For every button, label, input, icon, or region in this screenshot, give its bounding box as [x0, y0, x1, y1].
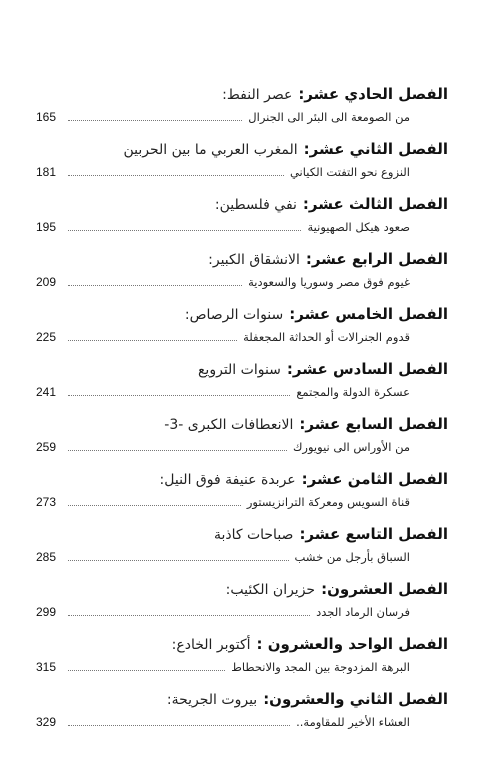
chapter-title: نفي فلسطين:: [214, 197, 297, 213]
dot-leader: [68, 394, 290, 396]
toc-subline: [36, 492, 448, 512]
toc-subline: [36, 602, 448, 622]
chapter-number: الفصل العشرون:: [321, 580, 448, 598]
toc-subline: [36, 107, 448, 127]
dot-leader: [68, 449, 287, 451]
chapter-title: صباحات كاذبة: [213, 527, 294, 543]
toc-entry-21: [36, 632, 448, 687]
toc-entry-12: [36, 137, 448, 192]
page-number: 329: [36, 715, 57, 729]
toc-heading: [36, 302, 448, 326]
toc-heading: [36, 82, 448, 106]
chapter-number: الفصل الحادي عشر:: [298, 85, 448, 103]
chapter-subtitle: من الصومعة الى البئر الى الجنرال: [248, 110, 410, 124]
dot-leader: [68, 559, 289, 561]
chapter-number: الفصل الثاني عشر:: [303, 140, 448, 158]
toc-subline: [36, 327, 448, 347]
chapter-number: الفصل السادس عشر:: [286, 360, 448, 378]
chapter-title: عصر النفط:: [222, 87, 293, 103]
toc-subline: [36, 712, 448, 732]
chapter-subtitle: العشاء الأخير للمقاومة..: [296, 715, 410, 729]
chapter-title: الانشقاق الكبير:: [208, 252, 300, 268]
toc-entry-14: [36, 247, 448, 302]
chapter-subtitle: فرسان الرماد الجدد: [316, 605, 410, 619]
chapter-subtitle: من الأوراس الى نيويورك: [292, 440, 410, 454]
page-number: 195: [36, 220, 57, 234]
dot-leader: [68, 339, 237, 341]
page-number: 181: [36, 165, 57, 179]
chapter-subtitle: البرهة المزدوجة بين المجد والانحطاط: [231, 660, 410, 674]
toc-entry-17: [36, 412, 448, 467]
toc-heading: [36, 412, 448, 436]
dot-leader: [68, 724, 290, 726]
toc-entry-15: [36, 302, 448, 357]
toc-heading: [36, 247, 448, 271]
toc-subline: [36, 272, 448, 292]
chapter-number: الفصل الرابع عشر:: [305, 250, 448, 268]
page-number: 209: [36, 275, 57, 289]
chapter-title: عربدة عنيفة فوق النيل:: [159, 472, 296, 488]
chapter-title: حزيران الكئيب:: [225, 582, 316, 598]
toc-entry-11: [36, 82, 448, 137]
page-number: 259: [36, 440, 57, 454]
toc-subline: [36, 547, 448, 567]
toc-heading: [36, 522, 448, 546]
dot-leader: [68, 284, 242, 286]
toc-entry-22: [36, 687, 448, 742]
dot-leader: [68, 614, 310, 616]
page-number: 241: [36, 385, 57, 399]
toc-heading: [36, 192, 448, 216]
dot-leader: [68, 119, 242, 121]
dot-leader: [68, 229, 301, 231]
toc-heading: [36, 632, 448, 656]
chapter-number: الفصل الثاني والعشرون:: [263, 690, 448, 708]
toc-heading: [36, 137, 448, 161]
toc-subline: [36, 437, 448, 457]
chapter-subtitle: غيوم فوق مصر وسوريا والسعودية: [248, 275, 410, 289]
dot-leader: [68, 669, 225, 671]
chapter-title: المغرب العربي ما بين الحربين: [123, 142, 298, 158]
chapter-subtitle: السباق بأرجل من خشب: [294, 550, 410, 564]
chapter-number: الفصل الواحد والعشرون :: [256, 635, 448, 653]
toc-subline: [36, 217, 448, 237]
chapter-title: بيروت الجريحة:: [166, 692, 258, 708]
chapter-title: سنوات الرصاص:: [184, 307, 284, 323]
toc-heading: [36, 357, 448, 381]
page-number: 315: [36, 660, 57, 674]
page-number: 273: [36, 495, 57, 509]
chapter-title: سنوات الترويع: [197, 362, 281, 378]
page-number: 165: [36, 110, 57, 124]
chapter-subtitle: عسكرة الدولة والمجتمع: [296, 385, 410, 399]
toc-subline: [36, 162, 448, 182]
chapter-number: الفصل السابع عشر:: [299, 415, 448, 433]
chapter-number: الفصل الخامس عشر:: [289, 305, 448, 323]
chapter-subtitle: النزوع نحو التفتت الكياني: [289, 165, 410, 179]
toc-entry-13: [36, 192, 448, 247]
toc-subline: [36, 657, 448, 677]
page-number: 299: [36, 605, 57, 619]
toc-entry-18: [36, 467, 448, 522]
chapter-title: الانعطافات الكبرى -3-: [164, 417, 294, 433]
dot-leader: [68, 504, 241, 506]
page-number: 225: [36, 330, 57, 344]
toc-heading: [36, 467, 448, 491]
table-of-contents: [36, 82, 448, 742]
chapter-number: الفصل الثامن عشر:: [301, 470, 448, 488]
chapter-number: الفصل الثالث عشر:: [302, 195, 448, 213]
page-number: 285: [36, 550, 57, 564]
toc-heading: [36, 687, 448, 711]
dot-leader: [68, 174, 284, 176]
toc-entry-16: [36, 357, 448, 412]
toc-entry-19: [36, 522, 448, 577]
chapter-title: أكتوبر الخادع:: [171, 637, 251, 653]
toc-heading: [36, 577, 448, 601]
toc-subline: [36, 382, 448, 402]
chapter-number: الفصل التاسع عشر:: [299, 525, 448, 543]
chapter-subtitle: قناة السويس ومعركة الترانزيستور: [246, 495, 410, 509]
chapter-subtitle: صعود هيكل الصهيونية: [307, 220, 410, 234]
toc-entry-20: [36, 577, 448, 632]
chapter-subtitle: قدوم الجنرالات أو الحداثة المجعفلة: [243, 330, 410, 344]
